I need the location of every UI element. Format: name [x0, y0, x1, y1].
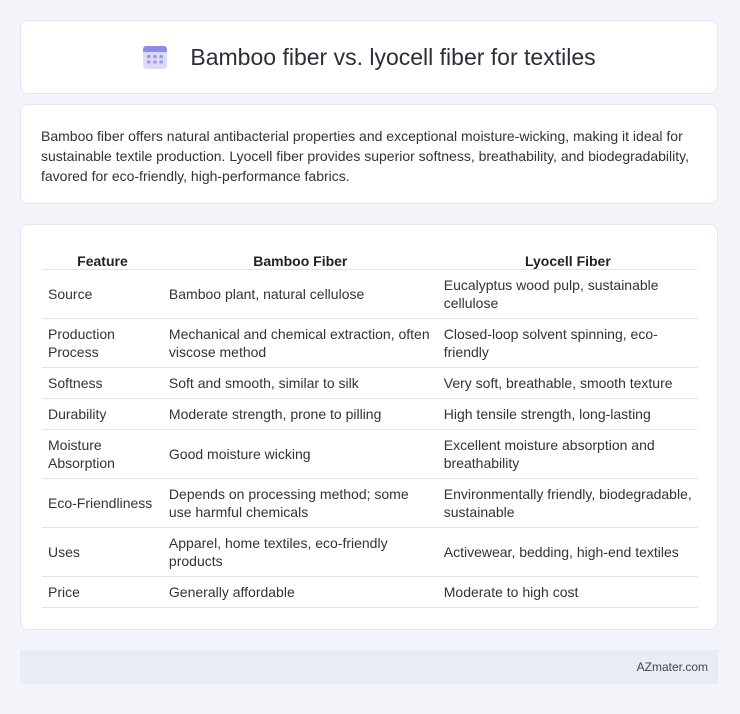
bamboo-cell: Moderate strength, prone to pilling [163, 399, 438, 430]
title-card [20, 20, 718, 94]
feature-cell: Softness [42, 368, 163, 399]
table-row [42, 399, 698, 430]
lyocell-cell: Very soft, breathable, smooth texture [438, 368, 698, 399]
lyocell-cell: High tensile strength, long-lasting [438, 399, 698, 430]
feature-cell: Production Process [42, 319, 163, 368]
bamboo-cell: Depends on processing method; some use harmful chemicals [163, 479, 438, 528]
lyocell-cell: Eucalyptus wood pulp, sustainable cellulose [438, 270, 698, 319]
footer [20, 650, 718, 684]
table-row [42, 319, 698, 368]
table-header-row [42, 245, 698, 270]
table-row [42, 368, 698, 399]
lyocell-cell: Activewear, bedding, high-end textiles [438, 528, 698, 577]
page-title: Bamboo fiber vs. lyocell fiber for textiles [190, 43, 596, 70]
lyocell-cell: Environmentally friendly, biodegradable, sustainable [438, 479, 698, 528]
header-feature: Feature [42, 245, 163, 270]
feature-cell: Eco-Friendliness [42, 479, 163, 528]
bamboo-cell: Bamboo plant, natural cellulose [163, 270, 438, 319]
calendar-icon [142, 44, 168, 70]
feature-cell: Source [42, 270, 163, 319]
footer-brand: AZmater.com [636, 660, 708, 674]
feature-cell: Uses [42, 528, 163, 577]
lyocell-cell: Excellent moisture absorption and breathability [438, 430, 698, 479]
header-bamboo: Bamboo Fiber [163, 245, 438, 270]
lyocell-cell: Moderate to high cost [438, 577, 698, 608]
bamboo-cell: Soft and smooth, similar to silk [163, 368, 438, 399]
table-row [42, 528, 698, 577]
bamboo-cell: Mechanical and chemical extraction, often viscose method [163, 319, 438, 368]
bamboo-cell: Generally affordable [163, 577, 438, 608]
table-row [42, 479, 698, 528]
comparison-table [42, 245, 698, 608]
lyocell-cell: Closed-loop solvent spinning, eco-friendly [438, 319, 698, 368]
comparison-card [20, 224, 718, 630]
header-lyocell: Lyocell Fiber [438, 245, 698, 270]
table-row [42, 577, 698, 608]
table-row [42, 270, 698, 319]
summary-card [20, 104, 718, 204]
feature-cell: Durability [42, 399, 163, 430]
feature-cell: Price [42, 577, 163, 608]
bamboo-cell: Good moisture wicking [163, 430, 438, 479]
bamboo-cell: Apparel, home textiles, eco-friendly products [163, 528, 438, 577]
summary-text: Bamboo fiber offers natural antibacterial properties and exceptional moisture-wicking, making it ideal for sustainable textile production. Lyocell fiber provides superior softness, breathability, and biodegradability, favored for eco-friendly, high-performance fabrics. [41, 128, 689, 184]
table-row [42, 430, 698, 479]
feature-cell: Moisture Absorption [42, 430, 163, 479]
